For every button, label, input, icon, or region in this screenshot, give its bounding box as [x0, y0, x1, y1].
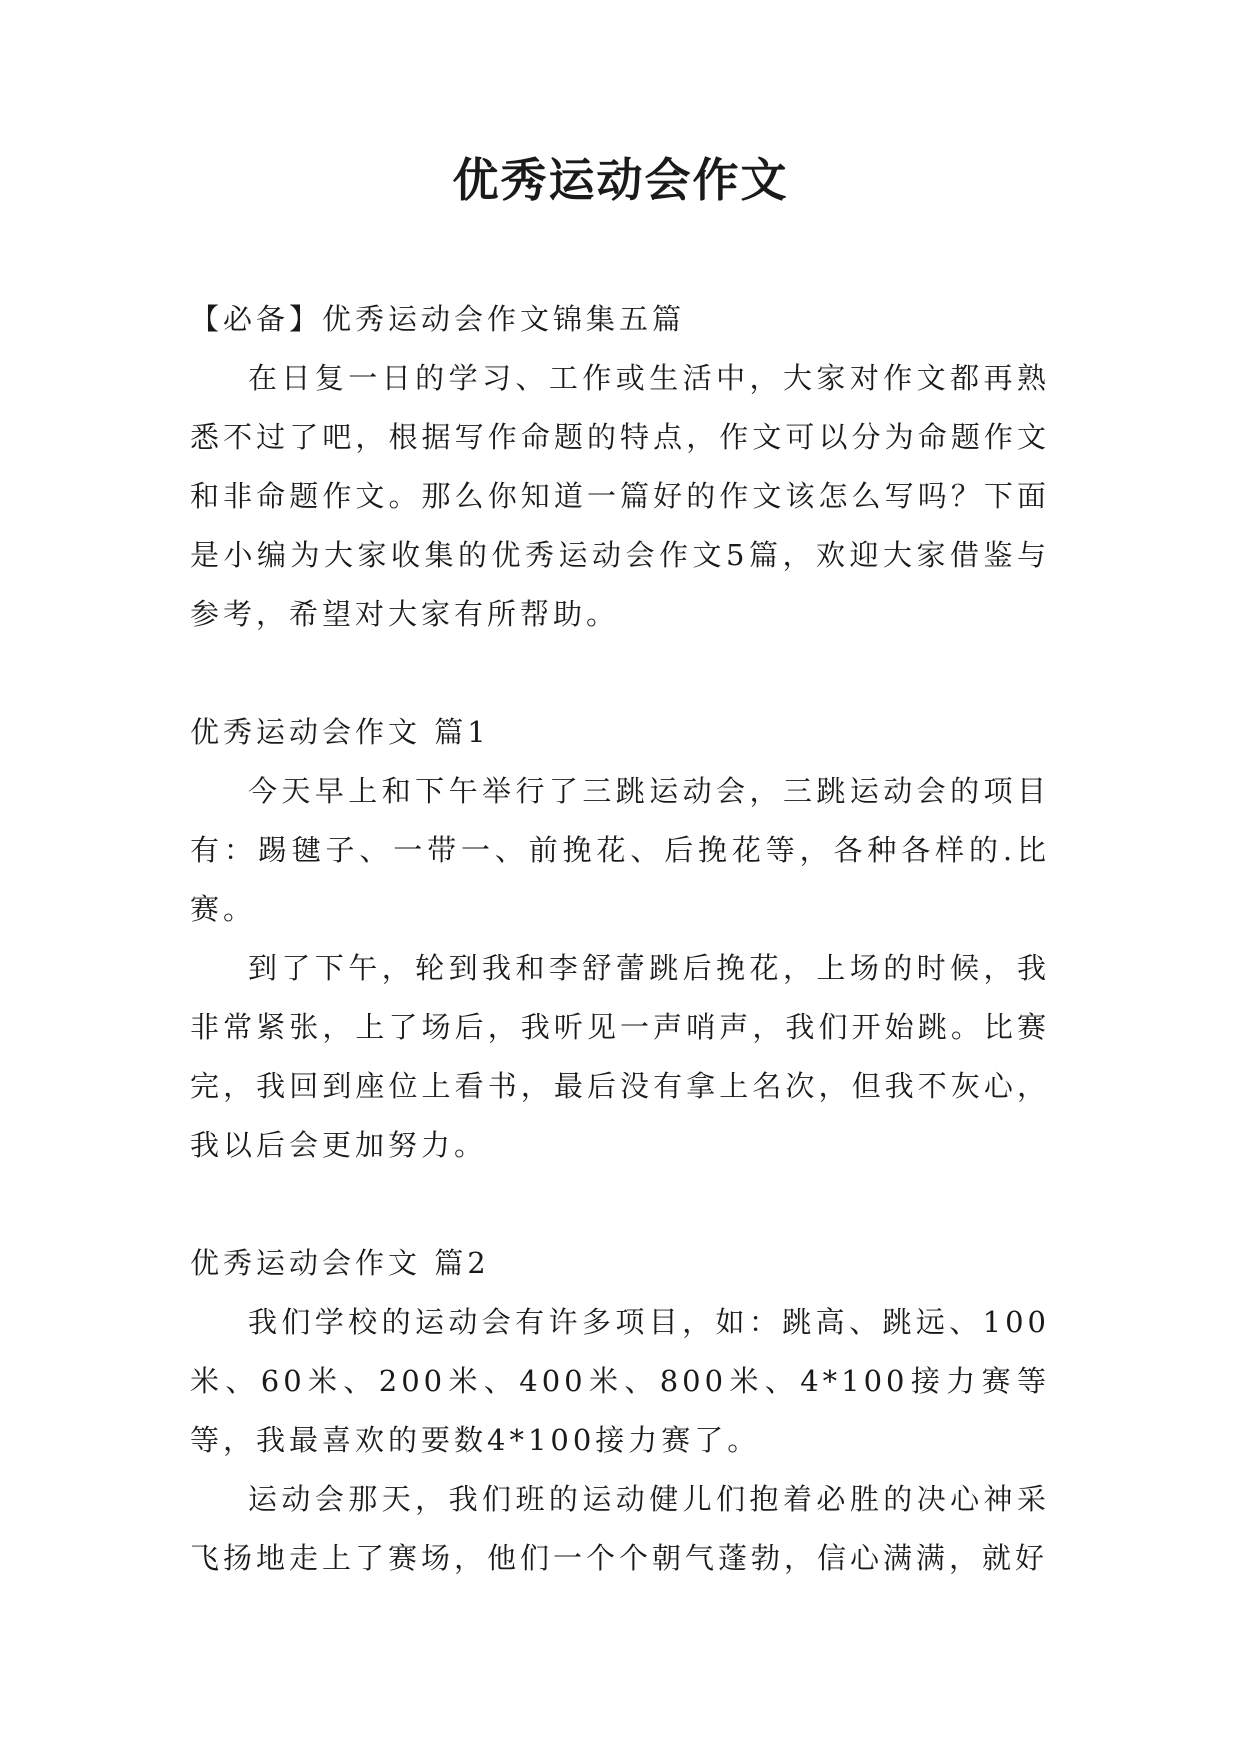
- section-1-paragraph-2: 到了下午，轮到我和李舒蕾跳后挽花，上场的时候，我非常紧张，上了场后，我听见一声哨声，我们开始跳。比赛完，我回到座位上看书，最后没有拿上名次，但我不灰心，我以后会更加努力。: [190, 951, 1050, 1162]
- section-heading-2: 优秀运动会作文 篇2: [190, 1246, 490, 1280]
- document-title: 优秀运动会作文: [452, 153, 789, 207]
- section-2-paragraph-1: 我们学校的运动会有许多项目，如：跳高、跳远、100米、60米、200米、400米、800米、4*100接力赛等等，我最喜欢的要数4*100接力赛了。: [190, 1305, 1050, 1457]
- section-heading-1: 优秀运动会作文 篇1: [190, 715, 490, 749]
- intro-paragraph: 在日复一日的学习、工作或生活中，大家对作文都再熟悉不过了吧，根据写作命题的特点，作文可以分为命题作文和非命题作文。那么你知道一篇好的作文该怎么写吗？下面是小编为大家收集的优秀运动会作文5篇，欢迎大家借鉴与参考，希望对大家有所帮助。: [190, 361, 1050, 631]
- section-2-paragraph-2: 运动会那天，我们班的运动健儿们抱着必胜的决心神采飞扬地走上了赛场，他们一个个朝气蓬勃，信心满满，就好: [190, 1482, 1050, 1575]
- section-1-paragraph-1: 今天早上和下午举行了三跳运动会，三跳运动会的项目有：踢毽子、一带一、前挽花、后挽花等，各种各样的.比赛。: [190, 774, 1050, 926]
- document-subtitle: 【必备】优秀运动会作文锦集五篇: [190, 302, 686, 336]
- document-body: [190, 290, 1050, 1588]
